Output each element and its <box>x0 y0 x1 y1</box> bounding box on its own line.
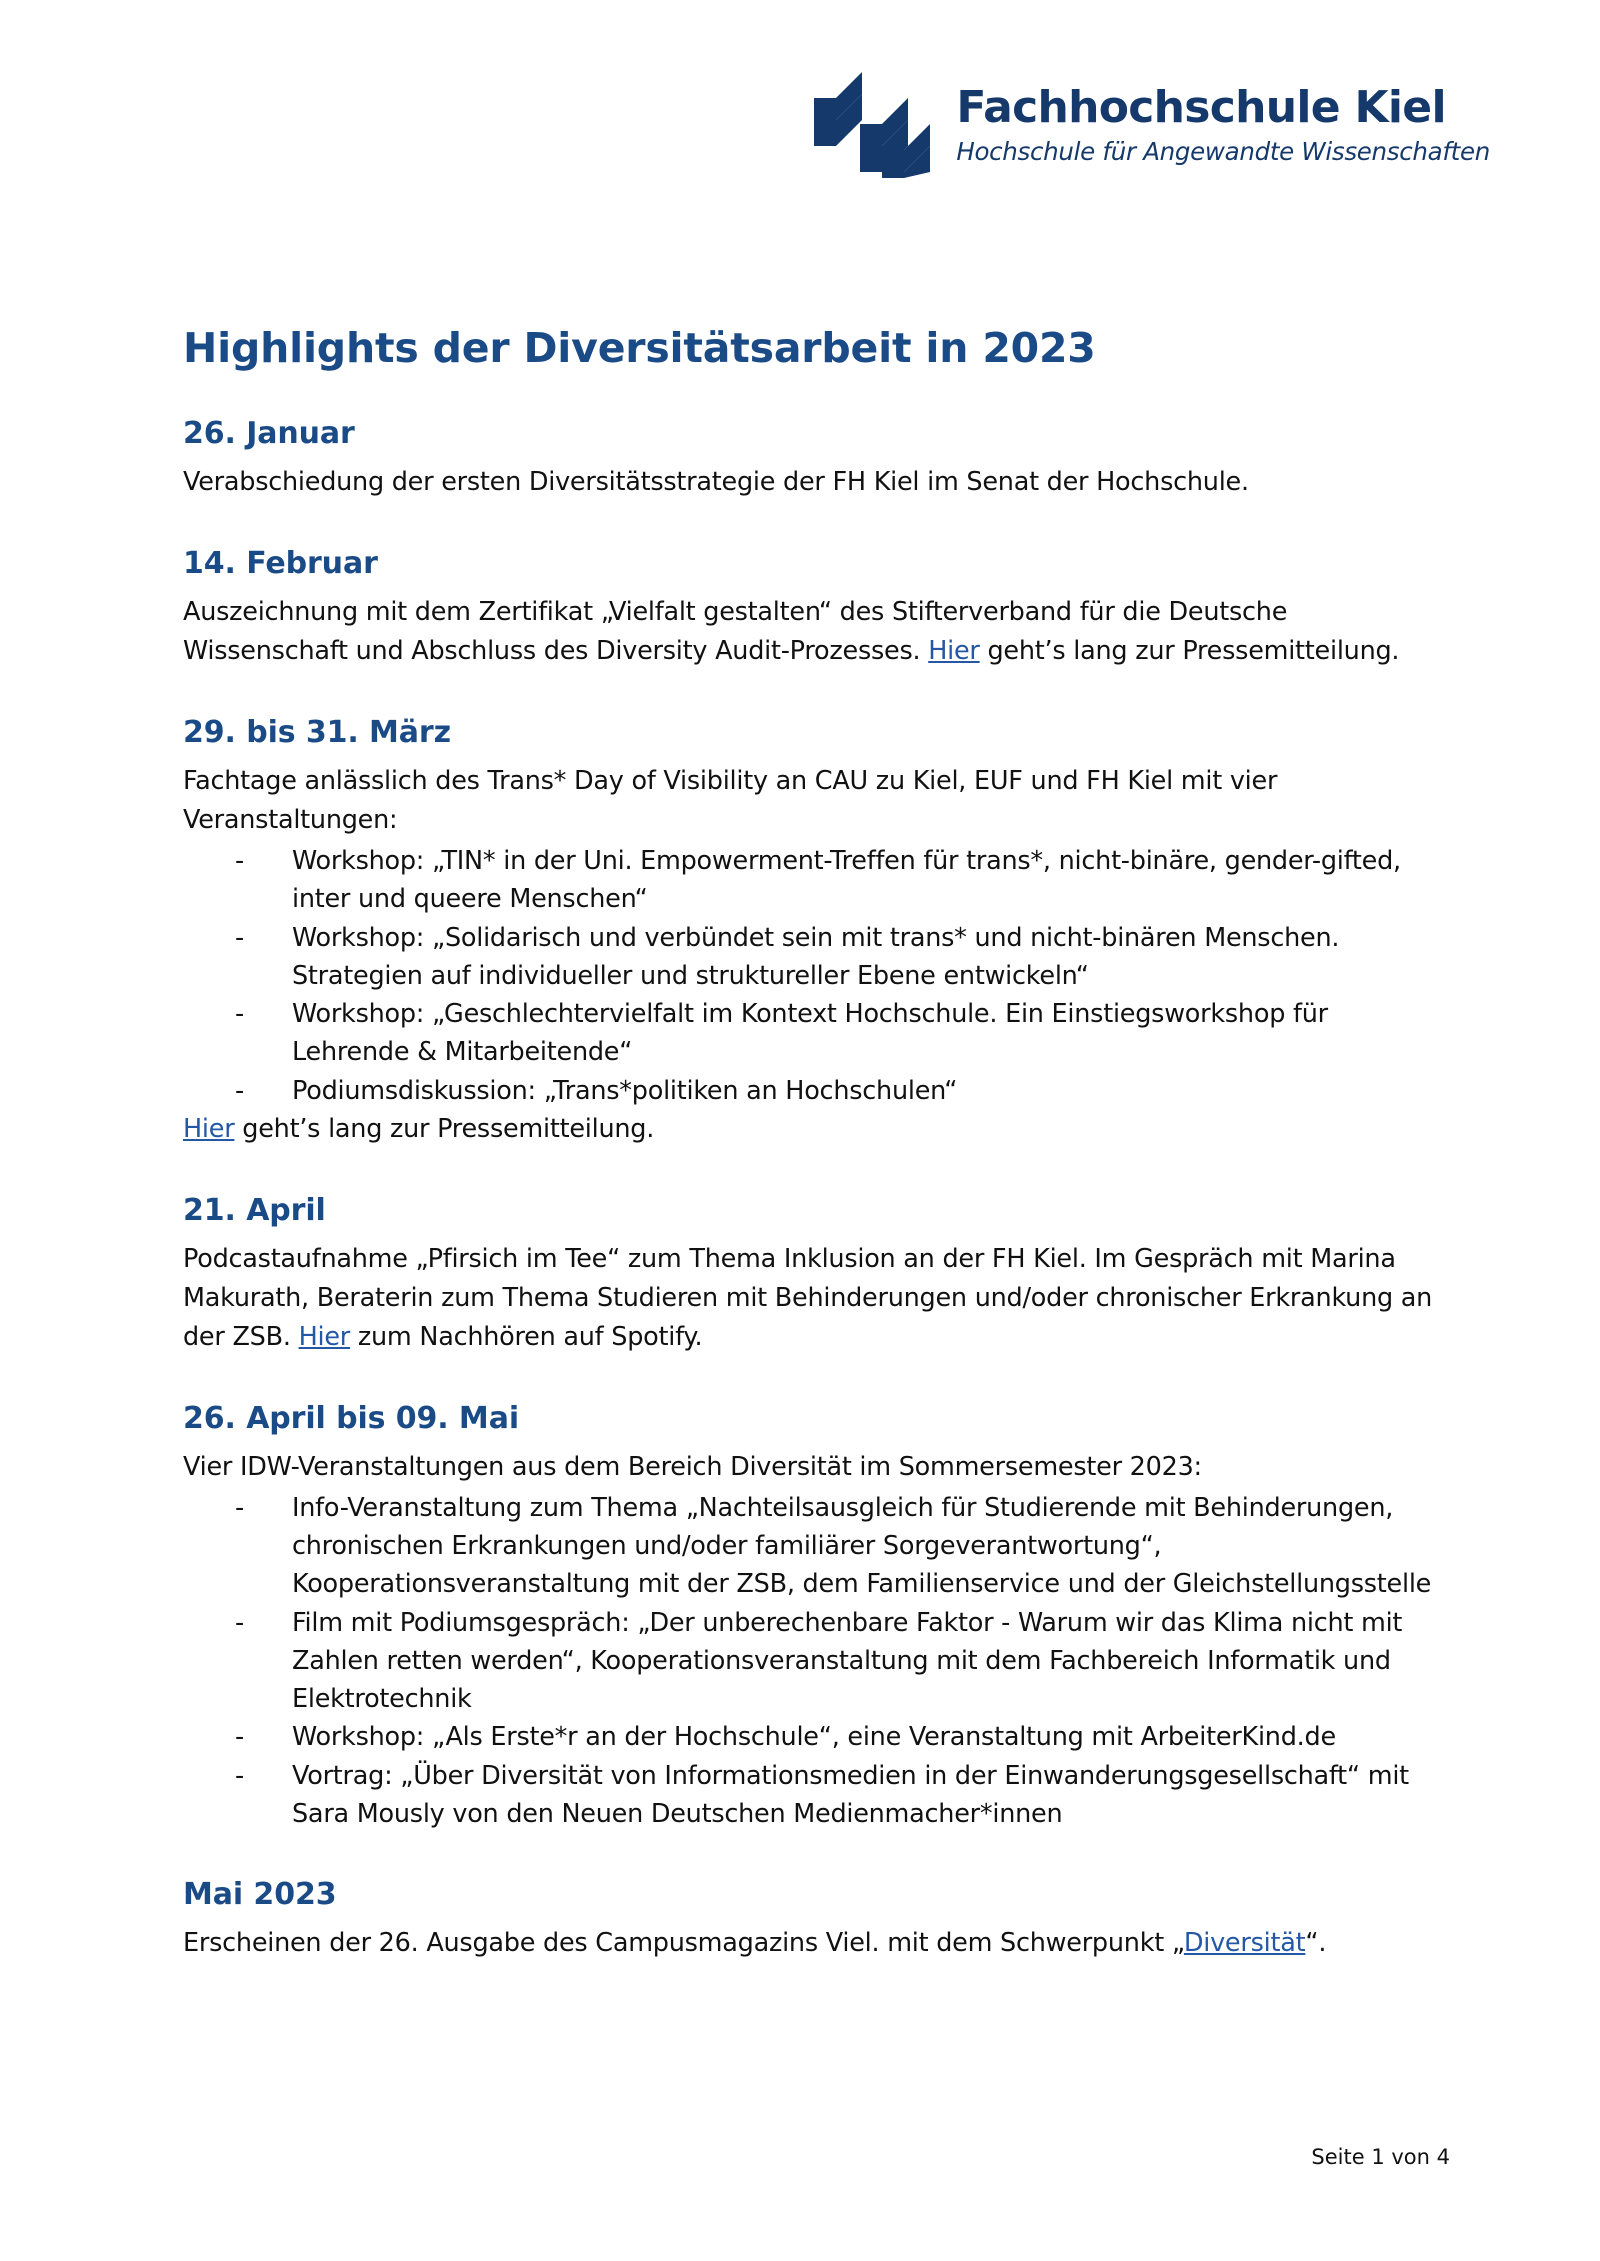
section <box>183 546 1438 671</box>
list-item <box>183 1757 1438 1834</box>
section-paragraph <box>183 463 1438 502</box>
section <box>183 1193 1438 1357</box>
paragraph-text: zum Nachhören auf Spotify. <box>350 1321 703 1352</box>
page-footer: Seite 1 von 4 <box>1311 2145 1450 2169</box>
list-item-text: Podiumsdiskussion: „Trans*politiken an Hochschulen“ <box>292 1075 958 1106</box>
bullet-list <box>183 1489 1438 1833</box>
page-title: Highlights der Diversitätsarbeit in 2023 <box>183 324 1096 372</box>
list-item-text: Workshop: „Als Erste*r an der Hochschule“, eine Veranstaltung mit ArbeiterKind.de <box>292 1722 1336 1753</box>
logo-wordmark <box>956 81 1490 166</box>
logo-subtitle: Hochschule für Angewandte Wissenschaften <box>956 136 1490 166</box>
list-item <box>183 842 1438 919</box>
list-item <box>183 995 1438 1072</box>
section <box>183 416 1438 502</box>
paragraph-text: Erscheinen der 26. Ausgabe des Campusmagazins Viel. mit dem Schwerpunkt „ <box>183 1928 1184 1959</box>
dash-bullet-icon: - <box>235 1492 244 1523</box>
section-paragraph-after-list <box>183 1110 1438 1149</box>
list-item <box>183 1604 1438 1719</box>
section <box>183 1401 1438 1833</box>
inline-link[interactable]: Hier <box>928 636 980 667</box>
dash-bullet-icon: - <box>235 846 244 877</box>
list-item-text: Info-Veranstaltung zum Thema „Nachteilsausgleich für Studierende mit Behinderungen, chronischen Erkrankungen und/oder familiärer Sorgeverantwortung“, Kooperationsveranstaltung mit der ZSB, dem Familienservice und der Gleichstellungsstelle <box>292 1492 1432 1600</box>
fh-kiel-logo-mark-icon <box>814 72 930 178</box>
paragraph-text: Auszeichnung mit dem Zertifikat „Vielfalt gestalten“ des Stifterverband für die Deutsche Wissenschaft und Abschluss des Diversity Audit-Prozesses. <box>183 597 1288 667</box>
list-item-text: Vortrag: „Über Diversität von Informationsmedien in der Einwanderungsgesellschaft“ mit Sara Mously von den Neuen Deutschen Medienmacher*innen <box>292 1760 1409 1829</box>
section-heading: 14. Februar <box>183 546 378 582</box>
list-item-text: Workshop: „Solidarisch und verbündet sein mit trans* und nicht-binären Menschen. Strategien auf individueller und struktureller Ebene entwickeln“ <box>292 922 1340 991</box>
paragraph-text: Fachtage anlässlich des Trans* Day of Visibility an CAU zu Kiel, EUF und FH Kiel mit vier Veranstaltungen: <box>183 766 1278 836</box>
document-content <box>183 325 1438 1963</box>
dash-bullet-icon: - <box>235 1607 244 1638</box>
section-paragraph <box>183 1448 1438 1487</box>
list-item <box>183 1718 1438 1756</box>
inline-link[interactable]: Diversität <box>1183 1928 1306 1959</box>
section-heading: 26. Januar <box>183 416 355 452</box>
paragraph-text: Verabschiedung der ersten Diversitätsstrategie der FH Kiel im Senat der Hochschule. <box>183 467 1249 498</box>
dash-bullet-icon: - <box>235 1722 244 1753</box>
bullet-list <box>183 842 1438 1110</box>
section <box>183 1877 1438 1963</box>
list-item-text: Workshop: „TIN* in der Uni. Empowerment-Treffen für trans*, nicht-binäre, gender-gifted, inter und queere Menschen“ <box>292 846 1401 915</box>
section <box>183 715 1438 1149</box>
section-heading: Mai 2023 <box>183 1877 337 1913</box>
section-paragraph <box>183 1924 1438 1963</box>
section-heading: 29. bis 31. März <box>183 715 451 751</box>
section-paragraph <box>183 762 1438 840</box>
list-item-text: Film mit Podiumsgespräch: „Der unberechenbare Faktor - Warum wir das Klima nicht mit Zahlen retten werden“, Kooperationsveranstaltung mit dem Fachbereich Informatik und Elektrotechnik <box>292 1607 1403 1715</box>
list-item-text: Workshop: „Geschlechtervielfalt im Kontext Hochschule. Ein Einstiegsworkshop für Lehrende & Mitarbeitende“ <box>292 999 1328 1068</box>
list-item <box>183 919 1438 996</box>
paragraph-text: geht’s lang zur Pressemitteilung. <box>234 1113 655 1144</box>
logo-title: Fachhochschule Kiel <box>956 81 1446 133</box>
section-heading: 21. April <box>183 1192 326 1228</box>
paragraph-text: Vier IDW-Veranstaltungen aus dem Bereich Diversität im Sommersemester 2023: <box>183 1451 1202 1482</box>
inline-link[interactable]: Hier <box>298 1321 351 1352</box>
paragraph-text: “. <box>1305 1928 1327 1959</box>
dash-bullet-icon: - <box>235 922 244 953</box>
list-item <box>183 1072 1438 1110</box>
section-heading: 26. April bis 09. Mai <box>183 1400 520 1436</box>
dash-bullet-icon: - <box>235 1760 244 1791</box>
dash-bullet-icon: - <box>235 999 244 1030</box>
list-item <box>183 1489 1438 1604</box>
sections-container <box>183 416 1438 1963</box>
section-paragraph <box>183 1240 1438 1357</box>
page-header <box>814 72 1490 178</box>
inline-link[interactable]: Hier <box>183 1113 235 1144</box>
paragraph-text: Podcastaufnahme „Pfirsich im Tee“ zum Thema Inklusion an der FH Kiel. Im Gespräch mit Marina Makurath, Beraterin zum Thema Studieren mit Behinderungen und/oder chronischer Erkrankung an der ZSB. <box>183 1243 1433 1352</box>
paragraph-text: geht’s lang zur Pressemitteilung. <box>979 636 1400 667</box>
section-paragraph <box>183 593 1438 671</box>
dash-bullet-icon: - <box>235 1075 244 1106</box>
